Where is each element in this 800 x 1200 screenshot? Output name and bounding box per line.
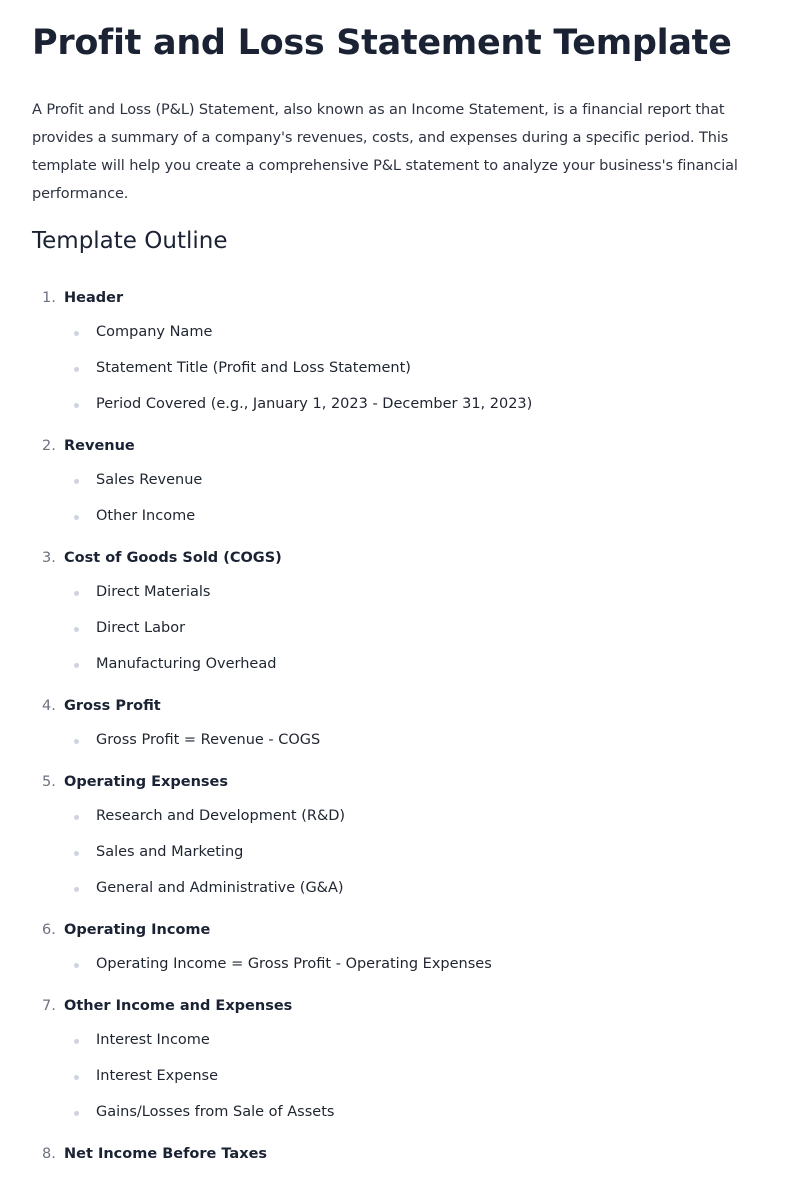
outline-section xyxy=(0,432,800,538)
bullet-icon xyxy=(74,515,79,520)
list-item xyxy=(64,502,800,538)
list-item xyxy=(64,1062,800,1098)
section-items xyxy=(64,802,800,910)
outline-section xyxy=(0,992,800,1134)
bullet-icon xyxy=(74,627,79,632)
list-item xyxy=(64,318,800,354)
bullet-icon xyxy=(74,663,79,668)
outline-section xyxy=(0,916,800,986)
list-item xyxy=(64,1098,800,1134)
bullet-icon xyxy=(74,403,79,408)
section-number: 3. xyxy=(42,550,56,566)
bullet-icon xyxy=(74,1075,79,1080)
list-item xyxy=(64,802,800,838)
list-item xyxy=(64,1026,800,1062)
list-item xyxy=(64,614,800,650)
list-item-text: Statement Title (Profit and Loss Statement) xyxy=(96,360,411,376)
section-items xyxy=(64,578,800,686)
bullet-icon xyxy=(74,851,79,856)
list-item-text: Operating Income = Gross Profit - Operating Expenses xyxy=(96,956,492,972)
section-items xyxy=(64,1026,800,1134)
bullet-icon xyxy=(74,367,79,372)
section-items xyxy=(64,466,800,538)
bullet-icon xyxy=(74,887,79,892)
section-title: Header xyxy=(64,290,124,306)
section-title: Net Income Before Taxes xyxy=(64,1146,268,1162)
list-item xyxy=(64,578,800,614)
list-item xyxy=(64,874,800,910)
section-number: 8. xyxy=(42,1146,56,1162)
list-item-text: Interest Income xyxy=(96,1032,210,1048)
bullet-icon xyxy=(74,591,79,596)
list-item-text: Other Income xyxy=(96,508,196,524)
list-item-text: Research and Development (R&D) xyxy=(96,808,346,824)
template-outline-list xyxy=(0,284,800,1168)
page-title: Profit and Loss Statement Template xyxy=(32,23,732,63)
outline-section xyxy=(0,1140,800,1168)
section-items xyxy=(64,726,800,762)
list-item-text: Gross Profit = Revenue - COGS xyxy=(96,732,321,748)
list-item-text: Period Covered (e.g., January 1, 2023 - December 31, 2023) xyxy=(96,396,533,412)
section-title: Gross Profit xyxy=(64,698,161,714)
list-item xyxy=(64,354,800,390)
outline-section xyxy=(0,692,800,762)
section-items xyxy=(64,318,800,426)
list-item-text: Direct Labor xyxy=(96,620,186,636)
section-title: Revenue xyxy=(64,438,135,454)
list-item xyxy=(64,726,800,762)
list-item-text: Sales and Marketing xyxy=(96,844,244,860)
list-item-text: Interest Expense xyxy=(96,1068,219,1084)
outline-heading: Template Outline xyxy=(32,228,228,254)
outline-section xyxy=(0,284,800,426)
list-item xyxy=(64,650,800,686)
list-item-text: Gains/Losses from Sale of Assets xyxy=(96,1104,335,1120)
list-item-text: Direct Materials xyxy=(96,584,211,600)
list-item xyxy=(64,390,800,426)
outline-section xyxy=(0,768,800,910)
intro-paragraph: A Profit and Loss (P&L) Statement, also known as an Income Statement, is a financial report that provides a summary of a company's revenues, costs, and expenses during a specific period. This template will help you create a comprehensive P&L statement to analyze your business's financial performance. xyxy=(32,102,738,202)
bullet-icon xyxy=(74,1111,79,1116)
list-item-text: Sales Revenue xyxy=(96,472,203,488)
bullet-icon xyxy=(74,331,79,336)
bullet-icon xyxy=(74,479,79,484)
bullet-icon xyxy=(74,1039,79,1044)
list-item-text: General and Administrative (G&A) xyxy=(96,880,344,896)
section-number: 5. xyxy=(42,774,56,790)
section-number: 1. xyxy=(42,290,56,306)
section-number: 7. xyxy=(42,998,56,1014)
section-title: Operating Income xyxy=(64,922,211,938)
section-title: Operating Expenses xyxy=(64,774,229,790)
list-item-text: Manufacturing Overhead xyxy=(96,656,277,672)
section-items xyxy=(64,950,800,986)
list-item-text: Company Name xyxy=(96,324,213,340)
bullet-icon xyxy=(74,739,79,744)
bullet-icon xyxy=(74,815,79,820)
outline-section xyxy=(0,544,800,686)
bullet-icon xyxy=(74,963,79,968)
section-number: 2. xyxy=(42,438,56,454)
list-item xyxy=(64,838,800,874)
section-number: 6. xyxy=(42,922,56,938)
section-title: Cost of Goods Sold (COGS) xyxy=(64,550,282,566)
section-number: 4. xyxy=(42,698,56,714)
list-item xyxy=(64,466,800,502)
section-title: Other Income and Expenses xyxy=(64,998,293,1014)
list-item xyxy=(64,950,800,986)
